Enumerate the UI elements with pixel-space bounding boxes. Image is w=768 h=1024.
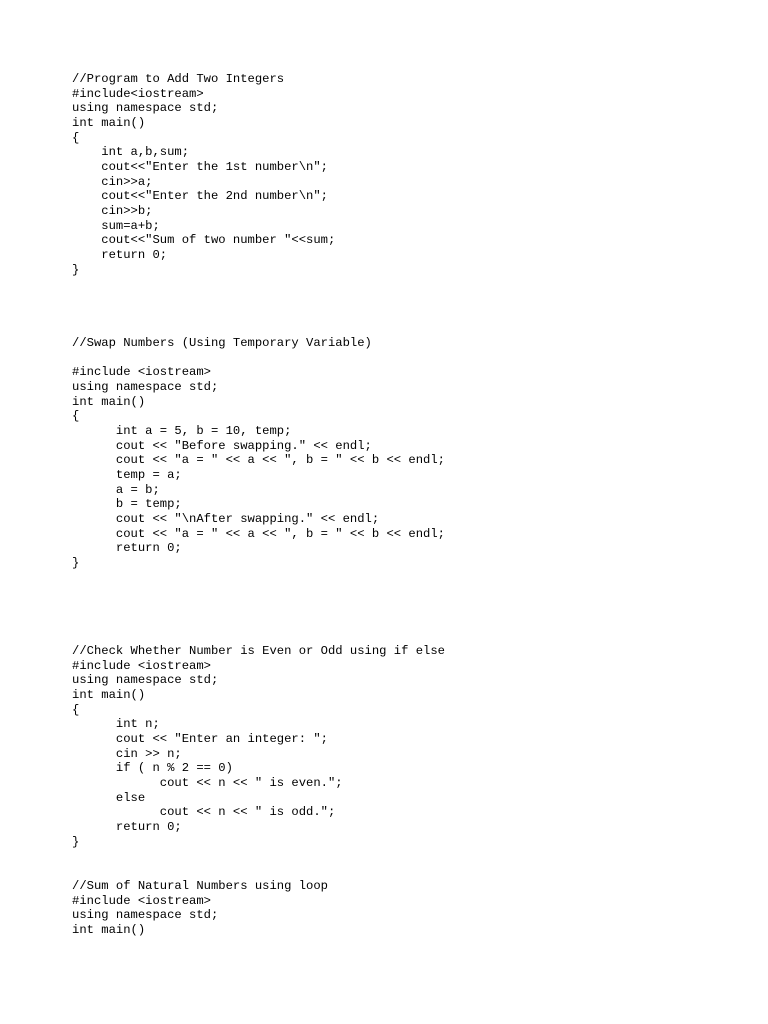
code-line: cout<<"Enter the 2nd number\n"; (72, 189, 328, 204)
code-line: cout << "Before swapping." << endl; (72, 438, 372, 453)
code-line (72, 351, 445, 366)
code-line: sum=a+b; (72, 218, 160, 233)
code-line: using namespace std; (72, 673, 219, 688)
code-line: #include <iostream> (72, 365, 211, 380)
code-line: else (72, 790, 146, 805)
code-line: int main() (72, 687, 146, 702)
code-line: { (72, 130, 80, 145)
code-line: return 0; (72, 247, 168, 262)
code-line: int a,b,sum; (72, 145, 190, 160)
code-line: cout<<"Enter the 1st number\n"; (72, 159, 328, 174)
code-line: using namespace std; (72, 101, 219, 116)
code-line: #include <iostream> (72, 658, 211, 673)
code-block-even-or-odd (72, 644, 445, 849)
code-line: cout << "\nAfter swapping." << endl; (72, 511, 380, 526)
code-line: } (72, 262, 80, 277)
code-line: b = temp; (72, 497, 182, 512)
code-line: using namespace std; (72, 908, 219, 923)
code-line: return 0; (72, 819, 182, 834)
code-line: using namespace std; (72, 379, 219, 394)
code-line: { (72, 409, 80, 424)
code-block-swap-numbers (72, 336, 445, 571)
code-line: //Swap Numbers (Using Temporary Variable) (72, 336, 372, 350)
code-line: //Program to Add Two Integers (72, 72, 285, 86)
code-line: int main() (72, 115, 146, 130)
code-line: cin>>b; (72, 203, 153, 218)
code-line: int n; (72, 717, 160, 732)
code-line: } (72, 834, 80, 849)
code-line: cin >> n; (72, 746, 182, 761)
code-line: cout << "Enter an integer: "; (72, 731, 328, 746)
code-block-sum-natural-numbers (72, 879, 328, 938)
code-line: #include<iostream> (72, 86, 204, 101)
code-line: cout << "a = " << a << ", b = " << b << endl; (72, 526, 445, 541)
code-line: cout << "a = " << a << ", b = " << b << endl; (72, 453, 445, 468)
code-line: int a = 5, b = 10, temp; (72, 423, 292, 438)
code-line: if ( n % 2 == 0) (72, 761, 233, 776)
code-line: a = b; (72, 482, 160, 497)
code-line: { (72, 702, 80, 717)
code-line: int main() (72, 394, 146, 409)
code-line: } (72, 555, 80, 570)
code-line: int main() (72, 922, 146, 937)
code-line: //Sum of Natural Numbers using loop (72, 879, 328, 893)
code-line: cout << n << " is even."; (72, 775, 343, 790)
code-line: cout<<"Sum of two number "<<sum; (72, 233, 336, 248)
code-line: cout << n << " is odd."; (72, 805, 336, 820)
code-line: #include <iostream> (72, 893, 211, 908)
code-block-add-two-integers (72, 72, 335, 277)
code-line: temp = a; (72, 467, 182, 482)
code-line: //Check Whether Number is Even or Odd using if else (72, 644, 445, 658)
code-line: cin>>a; (72, 174, 153, 189)
code-line: return 0; (72, 541, 182, 556)
